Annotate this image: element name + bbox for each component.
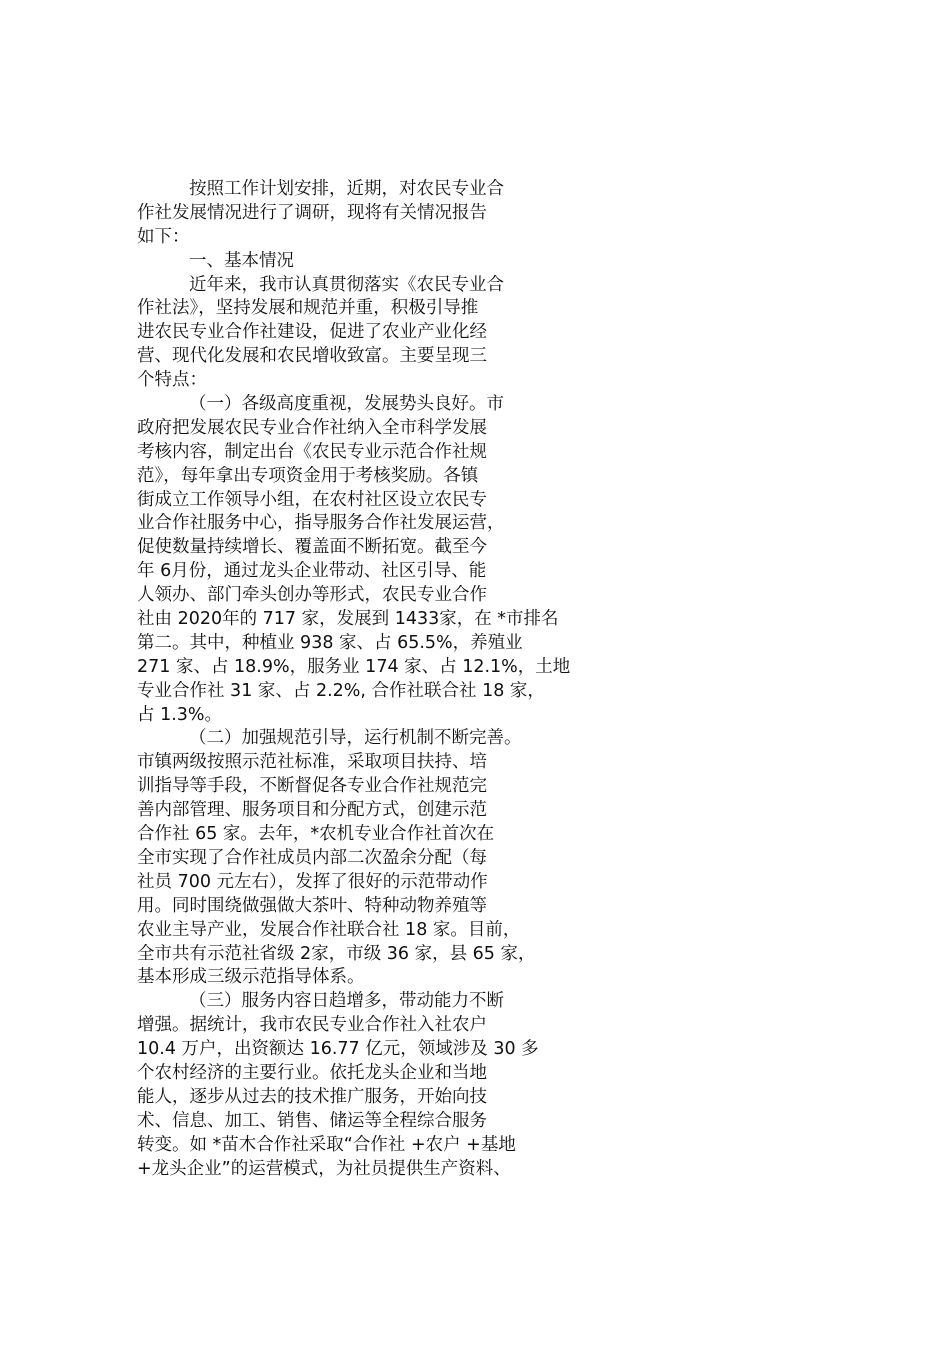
paragraph-line: 社由 2020年的 717 家，发展到 1433家，在 *市排名	[137, 609, 559, 630]
paragraph-line: 人领办、部门牵头创办等形式，农民专业合作	[137, 585, 487, 606]
paragraph-line: 用。同时围绕做强做大茶叶、特种动物养殖等	[137, 895, 487, 916]
document-body	[137, 178, 817, 1181]
paragraph-first-line: （二）加强规范引导，运行机制不断完善。	[189, 728, 522, 749]
paragraph-line: 术、信息、加工、销售、储运等全程综合服务	[137, 1110, 487, 1131]
paragraph-line: 全市实现了合作社成员内部二次盈余分配（每	[137, 847, 487, 868]
paragraph-line: 如下：	[137, 226, 190, 247]
paragraph-line: 业合作社服务中心，指导服务合作社发展运营，	[137, 513, 505, 534]
paragraph-line: 全市共有示范社省级 2家，市级 36 家，县 65 家，	[137, 943, 536, 964]
paragraph-line: 市镇两级按照示范社标准，采取项目扶持、培	[137, 752, 487, 773]
paragraph-line: 社员 700 元左右），发挥了很好的示范带动作	[137, 871, 488, 892]
paragraph-line: 进农民专业合作社建设，促进了农业产业化经	[137, 322, 487, 343]
paragraph-line: +龙头企业”的运营模式，为社员提供生产资料、	[137, 1158, 511, 1179]
paragraph-line: 作社发展情况进行了调研，现将有关情况报告	[137, 202, 487, 223]
paragraph-first-line: 一、基本情况	[189, 250, 294, 271]
paragraph-line: 营、现代化发展和农民增收致富。主要呈现三	[137, 346, 487, 367]
paragraph-line: 善内部管理、服务项目和分配方式，创建示范	[137, 800, 487, 821]
paragraph-line: 个特点：	[137, 370, 207, 391]
paragraph-line: 合作社 65 家。去年，*农机专业合作社首次在	[137, 824, 495, 845]
paragraph-line: 街成立工作领导小组，在农村社区设立农民专	[137, 489, 487, 510]
paragraph-first-line: 按照工作计划安排，近期，对农民专业合	[189, 179, 504, 199]
paragraph-line: 政府把发展农民专业合作社纳入全市科学发展	[137, 417, 487, 438]
paragraph-line: 考核内容，制定出台《农民专业示范合作社规	[137, 441, 487, 462]
paragraph-line: 第二。其中，种植业 938 家、占 65.5%，养殖业	[137, 632, 523, 653]
paragraph-line: 范》，每年拿出专项资金用于考核奖励。各镇	[137, 465, 479, 486]
paragraph-first-line: （一）各级高度重视，发展势头良好。市	[189, 394, 504, 415]
paragraph-line: 专业合作社 31 家、占 2.2%, 合作社联合社 18 家，	[137, 680, 545, 701]
paragraph-line: 增强。据统计，我市农民专业合作社入社农户	[137, 1015, 487, 1036]
paragraph-line: 年 6月份，通过龙头企业带动、社区引导、能	[137, 561, 487, 582]
paragraph-line: 基本形成三级示范指导体系。	[137, 967, 365, 988]
paragraph-line: 能人，逐步从过去的技术推广服务，开始向技	[137, 1086, 487, 1107]
paragraph-line: 占 1.3%。	[137, 704, 223, 725]
paragraph-line: 农业主导产业，发展合作社联合社 18 家。目前，	[137, 919, 521, 940]
paragraph-first-line: 近年来，我市认真贯彻落实《农民专业合	[189, 274, 504, 295]
paragraph-line: 转变。如 *苗木合作社采取“合作社 +农户 +基地	[137, 1134, 516, 1155]
paragraph-line: 训指导等手段，不断督促各专业合作社规范完	[137, 776, 487, 797]
paragraph-line: 促使数量持续增长、覆盖面不断拓宽。截至今	[137, 537, 487, 558]
paragraph-line: 个农村经济的主要行业。依托龙头企业和当地	[137, 1062, 487, 1083]
paragraph-first-line: （三）服务内容日趋增多，带动能力不断	[189, 991, 504, 1012]
paragraph-line: 作社法》，坚持发展和规范并重，积极引导推	[137, 298, 479, 319]
paragraph-line: 271 家、占 18.9%，服务业 174 家、占 12.1%，土地	[137, 656, 571, 677]
paragraph-line: 10.4 万户，出资额达 16.77 亿元，领域涉及 30 多	[137, 1039, 539, 1060]
